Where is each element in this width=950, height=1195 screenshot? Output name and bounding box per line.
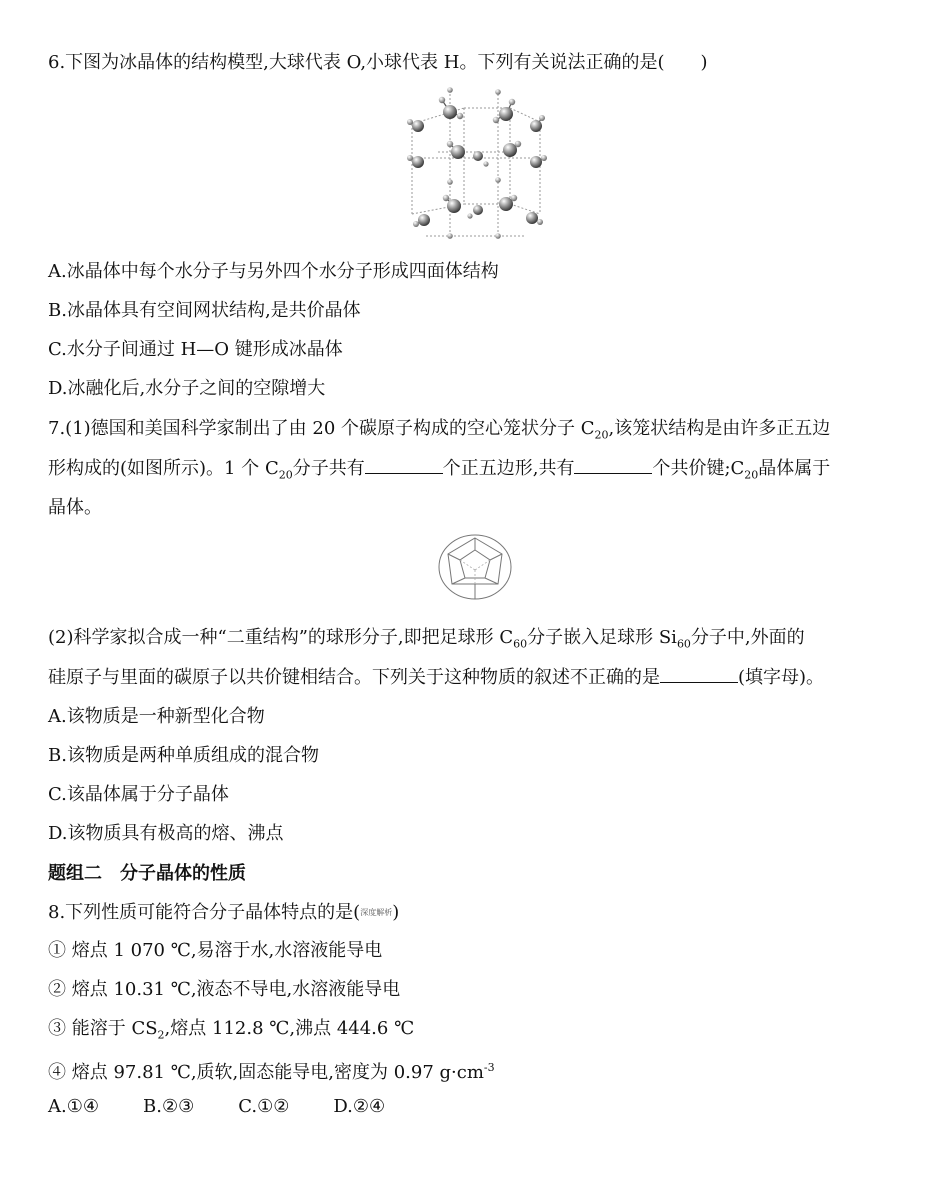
q6-option-a: A.冰晶体中每个水分子与另外四个水分子形成四面体结构 <box>48 261 499 282</box>
q6-option-d: D.冰融化后,水分子之间的空隙增大 <box>48 378 326 399</box>
q8-item-1: ① 熔点 1 070 ℃,易溶于水,水溶液能导电 <box>48 940 383 961</box>
section-heading: 题组二 分子晶体的性质 <box>48 863 246 884</box>
answer-blank-bonds <box>574 457 652 474</box>
q8-option-b: B.②③ <box>143 1096 195 1117</box>
q7-option-b: B.该物质是两种单质组成的混合物 <box>48 745 319 766</box>
q8-item-2: ② 熔点 10.31 ℃,液态不导电,水溶液能导电 <box>48 979 401 1000</box>
q7-part1-line1: 7.(1)德国和美国科学家制出了由 20 个碳原子构成的空心笼状分子 $C_{20}$,该笼状结构是由许多正五边 <box>48 418 831 442</box>
q8-option-d: D.②④ <box>333 1096 386 1117</box>
ice-crystal-structure-figure <box>402 86 550 242</box>
q7-option-a: A.该物质是一种新型化合物 <box>48 706 265 727</box>
q8-option-a: A.①④ <box>48 1096 99 1117</box>
q7-part2-line1: (2)科学家拟合成一种“二重结构”的球形分子,即把足球形 $C_{60}$分子嵌入足球形 $Si_{60}$分子中,外面的 <box>48 627 805 651</box>
c20-dodecahedron-figure <box>436 532 514 602</box>
q6-stem: 6.下图为冰晶体的结构模型,大球代表 O,小球代表 H。下列有关说法正确的是( ) <box>48 52 708 73</box>
q7-option-d: D.该物质具有极高的熔、沸点 <box>48 823 284 844</box>
answer-blank-pentagons <box>365 457 443 474</box>
q7-option-c: C.该晶体属于分子晶体 <box>48 784 229 805</box>
q8-item-4: ④ 熔点 97.81 ℃,质软,固态能导电,密度为 0.97 $g\cdot cm^{-3}$ <box>48 1061 495 1083</box>
q7-part2-line2: 硅原子与里面的碳原子以共价键相结合。下列关于这种物质的叙述不正确的是 (填字母)。 <box>48 667 825 688</box>
q8-option-c: C.①② <box>238 1096 290 1117</box>
q8-item-3: ③ 能溶于 $CS_2$,熔点 112.8 ℃,沸点 444.6 ℃ <box>48 1018 415 1042</box>
q7-part1-line2: 形构成的(如图所示)。1 个 $C_{20}$分子共有 个正五边形,共有 个共价键$;C_{20}$晶体属于 <box>48 458 831 482</box>
q7-part1-line3: 晶体。 <box>48 497 102 518</box>
q8-options <box>48 1094 429 1120</box>
q8-stem: 8.下列性质可能符合分子晶体特点的是(深度解析) <box>48 902 400 923</box>
q6-option-b: B.冰晶体具有空间网状结构,是共价晶体 <box>48 300 361 321</box>
answer-blank-choice <box>660 666 738 683</box>
q6-option-c: C.水分子间通过 H—O 键形成冰晶体 <box>48 339 343 360</box>
deep-analysis-tag: 深度解析 <box>360 908 393 917</box>
